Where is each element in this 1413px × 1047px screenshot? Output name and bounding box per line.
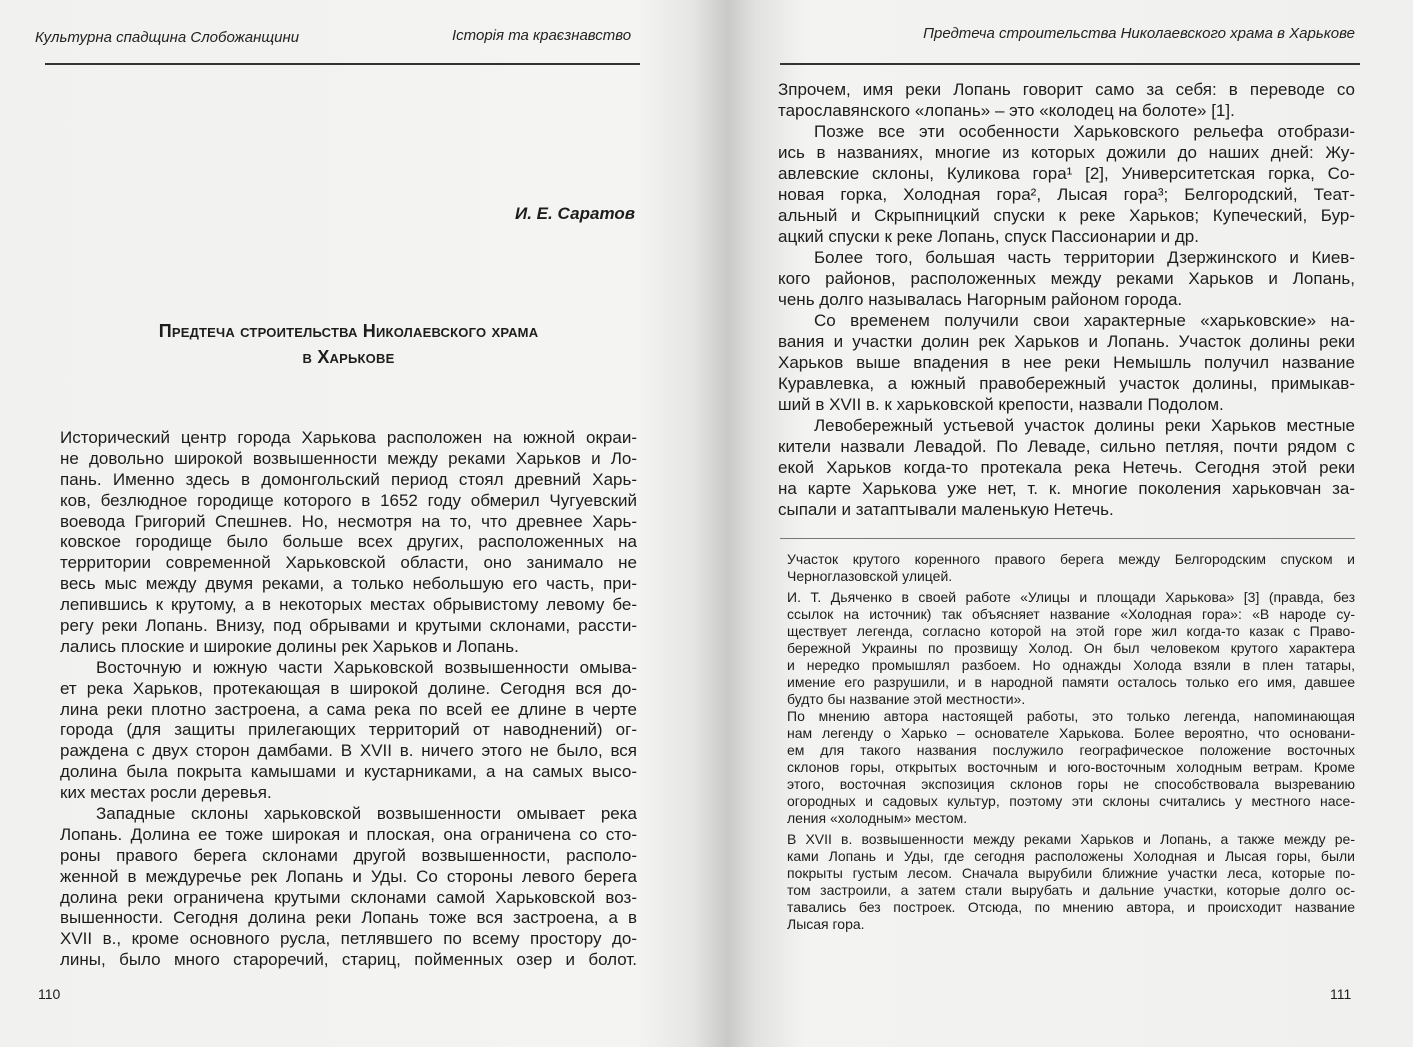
- text-line: склонов горы, открытых восточным и юго-восточным холодным ветрам. Кроме: [787, 759, 1355, 775]
- text-line: Западные склоны харьковской возвышенности омывает река: [96, 804, 637, 824]
- text-line: бережной Украины по прозвищу Холод. Он был человеком крутого характера: [787, 640, 1355, 656]
- text-line: ков, безлюдное городище которого в 1652 году обмерил Чугуевский: [60, 490, 637, 510]
- paragraph: [60, 804, 637, 971]
- text-line: В XVII в. возвышенности между реками Харьков и Лопань, а также между ре-: [787, 831, 1355, 847]
- text-line: регу реки Лопань. Внизу, под обрывами и крутыми склонами, рассти-: [60, 616, 637, 636]
- footnote: [787, 551, 1355, 585]
- text-line: ками Лопань и Уды, где сегодня расположены Холодная и Лысая горы, были: [787, 848, 1355, 864]
- text-line: воевода Григорий Спешнев. Но, несмотря на то, что древнее Харь-: [60, 511, 637, 531]
- text-line: Позже все эти особенности Харьковского рельефа отобрази-: [814, 122, 1355, 141]
- text-line: будто бы название этой местности».: [787, 691, 1026, 707]
- text-line: тарославянского «лопань» – это «колодец на болоте» [1].: [778, 101, 1235, 120]
- text-line: лались плоские и широкие долины рек Харьков и Лопань.: [60, 636, 519, 656]
- paragraph: [60, 658, 637, 804]
- text-line: екой Харьков когда-то протекала река Нетечь. Сегодня этой реки: [778, 458, 1355, 477]
- title-line: Предтеча строительства Николаевского храма: [158, 321, 539, 341]
- text-line: пань. Именно здесь в домонгольский период стоял древний Харь-: [60, 469, 637, 489]
- paragraph: [778, 310, 1355, 415]
- text-line: ись в названиях, многие из которых дожили до наших дней: Жу-: [778, 143, 1355, 162]
- text-line: Куравлевка, а южный правобережный участок долины, примыкав-: [778, 374, 1355, 393]
- text-line: сыпали и затаптывали маленькую Нетечь.: [778, 500, 1114, 519]
- header-rule: [45, 63, 640, 65]
- body-text: [778, 79, 1355, 520]
- text-line: роны правого берега склонами другой возвышенности, располо-: [60, 845, 637, 865]
- text-line: кого районов, расположенных между реками Харьков и Лопань,: [778, 269, 1355, 288]
- text-line: ществует легенда, согласно которой на этой горе жил когда-то казак с Право-: [787, 623, 1355, 639]
- text-line: Зпрочем, имя реки Лопань говорит само за себя: в переводе со: [778, 80, 1355, 99]
- text-line: вышенности. Сегодня долина реки Лопань тоже вся застроена, а в: [60, 908, 637, 928]
- body-text: [60, 428, 637, 971]
- text-line: Лопань. Долина ее тоже широкая и плоская, она ограничена со сто-: [60, 824, 637, 844]
- text-line: Харьков выше впадения в нее реки Немышль получил название: [778, 353, 1355, 372]
- text-line: ления «холодным» местом.: [787, 810, 968, 826]
- text-line: территории современной Харьковской области, оно занимало не: [60, 553, 637, 573]
- text-line: ет река Харьков, протекающая в широкой долине. Сегодня вся до-: [60, 678, 637, 698]
- page-number: 110: [38, 986, 61, 1002]
- paragraph: [778, 121, 1355, 247]
- text-line: ких местах росли деревья.: [60, 783, 272, 803]
- text-line: на карте Харькова уже нет, т. к. многие поколения харьковчан за-: [778, 479, 1355, 498]
- text-line: и нередко промышлял разбоем. Но однажды Холода взяли в плен татары,: [787, 657, 1355, 673]
- text-line: тавались без построек. Отсюда, по мнению автора, и происходит название: [787, 899, 1355, 915]
- text-line: не довольно широкой возвышенности между реками Харьков и Ло-: [60, 448, 637, 468]
- text-line: лина реки плотно застроена, а сама река по всей ее длине в черте: [60, 699, 637, 719]
- text-line: Со временем получили свои характерные «харьковские» на-: [814, 311, 1355, 330]
- text-line: города (для защиты прилегающих территорий от наводнений) ог-: [60, 720, 637, 740]
- text-line: лепившись к крутому, а в некоторых местах обрывистому левому бе-: [60, 595, 637, 615]
- text-line: альный и Скрыпницкий спуски к реке Харьков; Купеческий, Бур-: [778, 206, 1355, 225]
- text-line: кители назвали Левадой. По Леваде, сильно петляя, почти рядом с: [778, 437, 1355, 456]
- text-line: Левобережный устьевой участок долины реки Харьков местные: [814, 416, 1355, 435]
- text-line: этого, восточная экспозиция склонов горы не способствовала вызреванию: [787, 776, 1355, 792]
- text-line: имение его разрушили, и в народной памяти осталось только его имя, давшее: [787, 674, 1355, 690]
- text-line: том застроили, а затем стали вырубать и дальние участки, которые долго ос-: [787, 882, 1355, 898]
- paragraph: [778, 415, 1355, 520]
- paragraph: [778, 247, 1355, 310]
- text-line: авлевские склоны, Куликова гора¹ [2], Университетская горка, Со-: [778, 164, 1355, 183]
- text-line: новая горка, Холодная гора², Лысая гора³; Белгородский, Теат-: [778, 185, 1355, 204]
- text-line: Восточную и южную части Харьковской возвышенности омыва-: [96, 657, 637, 677]
- text-line: женной в междуречье рек Лопань и Уды. Со стороны левого берега: [60, 866, 637, 886]
- text-line: долина реки ограничена крутыми склонами самой Харьковской воз-: [60, 887, 637, 907]
- text-line: ссылок на источник) так объясняет название «Холодная гора»: «В народе су-: [787, 606, 1355, 622]
- text-line: нам легенду о Харько – основателе Харькова. Более вероятно, что основани-: [787, 725, 1355, 741]
- text-line: По мнению автора настоящей работы, это только легенда, напоминающая: [787, 708, 1355, 724]
- footnote-separator: [780, 538, 1355, 539]
- text-line: Участок крутого коренного правого берега между Белгородским спуском и: [787, 551, 1355, 567]
- text-line: Лысая гора.: [787, 916, 865, 932]
- text-line: Черноглазовской улицей.: [787, 568, 953, 584]
- footnote: [787, 831, 1355, 933]
- text-line: XVII в., кроме основного русла, петлявшего по всему простору до-: [60, 929, 637, 949]
- text-line: Исторический центр города Харькова расположен на южной окраи-: [60, 428, 637, 447]
- text-line: ковское городище было больше всех других, расположенных на: [60, 532, 637, 552]
- paragraph: [778, 79, 1355, 121]
- footnotes: [787, 551, 1355, 933]
- article-title: [60, 318, 637, 370]
- text-line: чень долго называлась Нагорным районом города.: [778, 290, 1183, 309]
- text-line: раждена с двух сторон дамбами. В XVII в. ничего этого не было, вся: [60, 741, 637, 761]
- article-author: И. Е. Саратов: [515, 204, 635, 223]
- text-line: долина была покрыта камышами и кустарниками, а на самых высо-: [60, 762, 637, 782]
- running-header-title: Предтеча строительства Николаевского храма в Харькове: [923, 25, 1355, 42]
- text-line: ем для такого названия послужило географическое положение восточных: [787, 742, 1355, 758]
- text-line: ший в XVII в. к харьковской крепости, назвали Подолом.: [778, 395, 1224, 414]
- text-line: лины, было много староречий, стариц, пойменных озер и болот.: [60, 950, 637, 970]
- text-line: покрыты густым лесом. Сначала вырубили ближние участки леса, которые по-: [787, 865, 1355, 881]
- paragraph: [60, 428, 637, 658]
- text-line: вания и участки долин рек Харьков и Лопань. Участок долины реки: [778, 332, 1355, 351]
- running-header-section: Історія та краєзнавство: [452, 27, 632, 44]
- text-line: Более того, большая часть территории Дзержинского и Киев-: [814, 248, 1355, 267]
- text-line: ацкий спуски к реке Лопань, спуск Пассионарии и др.: [778, 227, 1199, 246]
- text-line: весь мыс между двумя реками, а только небольшую его часть, при-: [60, 574, 637, 594]
- footnote: [787, 589, 1355, 827]
- running-header-left: Культурна спадщина Слобожанщини: [35, 29, 300, 46]
- page-number: 111: [1330, 986, 1352, 1002]
- title-line: в Харькове: [302, 347, 395, 367]
- header-rule: [780, 63, 1360, 65]
- text-line: И. Т. Дьяченко в своей работе «Улицы и площади Харькова» [3] (правда, без: [787, 589, 1355, 605]
- text-line: огородных и садовых культур, поэтому эти склоны считались у местного насе-: [787, 793, 1355, 809]
